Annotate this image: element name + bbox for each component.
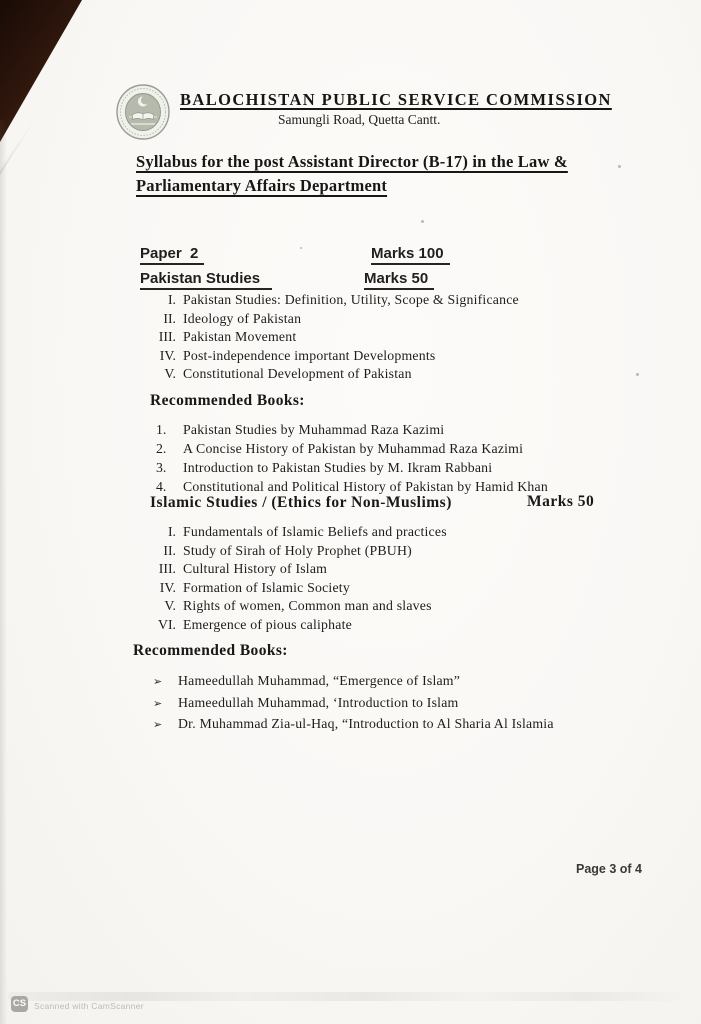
scan-corner-shadow [0, 0, 120, 170]
topic-item [140, 328, 640, 347]
topic-text: Post-independence important Developments [183, 347, 436, 363]
recommended-books-heading-1: Recommended Books: [150, 392, 305, 409]
topic-numeral: IV. [159, 347, 176, 363]
topic-numeral: IV. [159, 579, 176, 595]
islamic-studies-topic-list [140, 523, 640, 635]
topic-text: Rights of women, Common man and slaves [183, 598, 432, 614]
islamic-studies-heading: Islamic Studies / (Ethics for Non-Muslims) [150, 494, 452, 511]
topic-numeral: I. [167, 524, 176, 539]
arrow-bullet-icon: ➢ [153, 697, 163, 710]
topic-item [140, 523, 640, 542]
book-item [153, 714, 673, 736]
topic-text: Ideology of Pakistan [183, 310, 302, 326]
book-number: 1. [156, 422, 167, 437]
topic-item [140, 542, 640, 561]
book-text: Introduction to Pakistan Studies by M. Ikram Rabbani [183, 460, 493, 475]
camscanner-badge-icon: CS [11, 996, 28, 1012]
book-number: 3. [156, 460, 167, 475]
syllabus-title-line2: Parliamentary Affairs Department [136, 176, 388, 195]
topic-numeral: II. [163, 542, 176, 558]
scan-left-shadow [0, 120, 7, 1024]
arrow-bullet-icon: ➢ [153, 719, 163, 732]
recommended-books-heading-2: Recommended Books: [133, 642, 288, 659]
book-text: Pakistan Studies by Muhammad Raza Kazimi [183, 422, 445, 437]
book-item [153, 671, 673, 693]
book-text: Dr. Muhammad Zia-ul-Haq, “Introduction to Al Sharia Al Islamia [178, 716, 554, 732]
topic-numeral: V. [164, 598, 176, 614]
book-item [153, 693, 673, 715]
topic-item [140, 579, 640, 598]
topic-numeral: II. [163, 310, 176, 326]
islamic-studies-book-list [153, 671, 673, 736]
book-item [156, 420, 676, 439]
camscanner-watermark: Scanned with CamScanner [34, 1001, 144, 1011]
topic-item [140, 291, 640, 310]
book-item [156, 458, 676, 477]
topic-item [140, 560, 640, 579]
book-number: 2. [156, 441, 167, 456]
topic-numeral: III. [158, 329, 176, 345]
syllabus-title-line1: Syllabus for the post Assistant Director (B-17) in the Law & [136, 152, 568, 171]
topic-item [140, 347, 640, 366]
pakistan-studies-topic-list [140, 291, 640, 384]
topic-text: Formation of Islamic Society [183, 579, 350, 595]
arrow-bullet-icon: ➢ [153, 676, 163, 688]
paper-total-marks: Marks 100 [371, 245, 450, 265]
page-number: Page 3 of 4 [576, 862, 642, 876]
topic-item [140, 597, 640, 616]
topic-numeral: VI. [157, 616, 176, 632]
scan-speck [421, 220, 424, 223]
topic-text: Pakistan Studies: Definition, Utility, Scope & Significance [183, 292, 519, 307]
topic-item [140, 616, 640, 635]
book-text: Hameedullah Muhammad, ‘Introduction to Islam [178, 694, 459, 710]
topic-numeral: III. [158, 561, 176, 577]
topic-text: Cultural History of Islam [183, 561, 328, 577]
topic-text: Fundamentals of Islamic Beliefs and practices [183, 524, 447, 539]
section-pakistan-studies-marks: Marks 50 [364, 270, 434, 290]
topic-numeral: V. [164, 366, 176, 382]
topic-text: Pakistan Movement [183, 329, 297, 345]
book-number: 4. [156, 479, 167, 494]
paper-number-label: Paper 2 [140, 245, 204, 265]
syllabus-title [136, 150, 696, 198]
bpsc-seal-icon [116, 84, 170, 140]
topic-text: Constitutional Development of Pakistan [183, 366, 412, 382]
scan-smudge-artifact [8, 992, 693, 1001]
islamic-studies-marks: Marks 50 [527, 493, 595, 510]
pakistan-studies-book-list [156, 420, 676, 496]
topic-text: Emergence of pious caliphate [183, 616, 352, 632]
topic-item [140, 365, 640, 384]
topic-text: Study of Sirah of Holy Prophet (PBUH) [183, 542, 412, 558]
section-pakistan-studies-label: Pakistan Studies [140, 270, 272, 290]
organization-address: Samungli Road, Quetta Cantt. [278, 112, 441, 127]
book-text: Hameedullah Muhammad, “Emergence of Islam” [178, 673, 461, 688]
book-item [156, 439, 676, 458]
topic-numeral: I. [167, 292, 176, 307]
book-text: A Concise History of Pakistan by Muhammad Raza Kazimi [183, 441, 524, 456]
topic-item [140, 310, 640, 329]
book-text: Constitutional and Political History of Pakistan by Hamid Khan [183, 479, 548, 494]
organization-name: BALOCHISTAN PUBLIC SERVICE COMMISSION [180, 90, 612, 109]
scan-speck [300, 247, 302, 249]
